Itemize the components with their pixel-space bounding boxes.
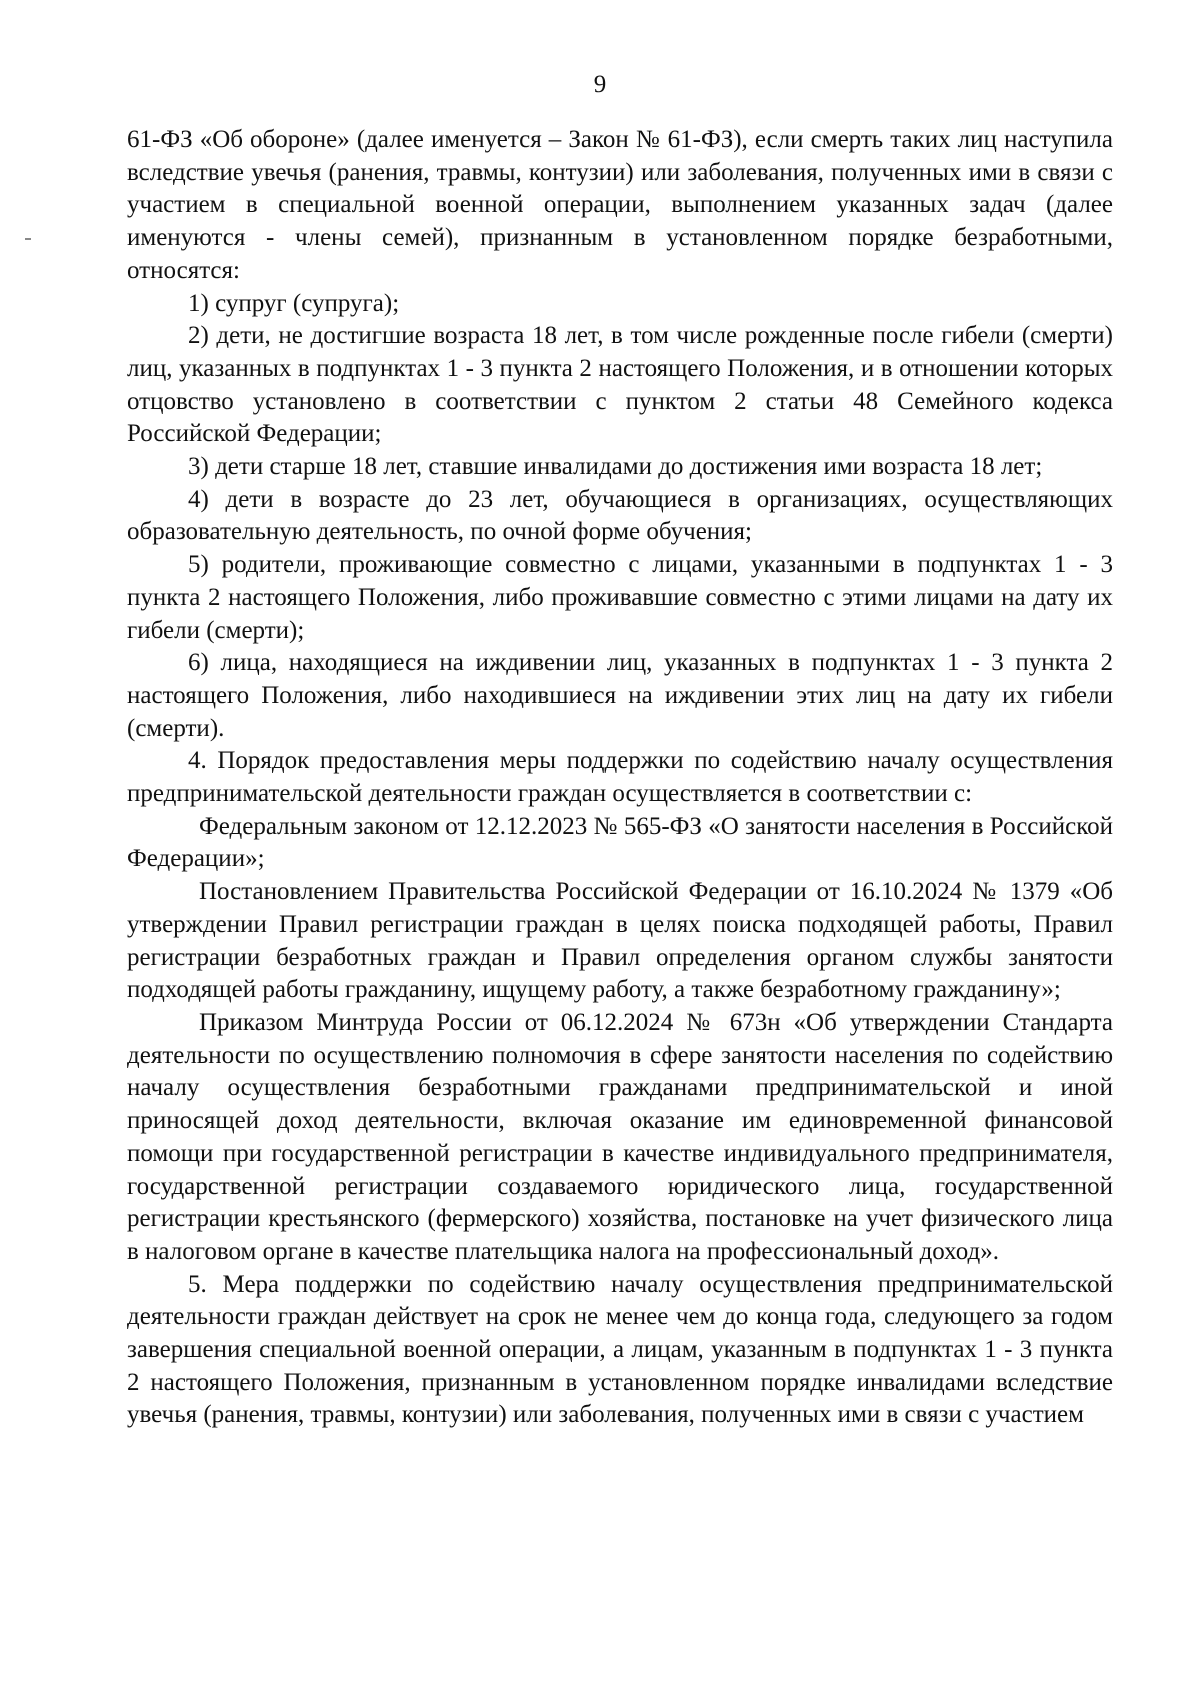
- section-4-paragraph: 4. Порядок предоставления меры поддержки по содействию началу осуществления предпринимательской деятельности граждан осуществляется в соответствии с:: [127, 747, 1113, 808]
- page-number: 9: [593, 71, 607, 98]
- section-5-paragraph: 5. Мера поддержки по содействию началу осуществления предпринимательской деятельности граждан действует на срок не менее чем до конца года, следующего за годом завершения специальной военной операции, а лицам, указанным в подпунктах 1 - 3 пункта 2 настоящего Положения, признанным в установленном порядке инвалидами вследствие увечья (ранения, травмы, контузии) или заболевания, полученных ими в связи с участием: [127, 1270, 1113, 1429]
- list-item-spouse: 1) супруг (супруга);: [188, 289, 400, 317]
- list-item-children-disabled: 3) дети старше 18 лет, ставшие инвалидами до достижения ими возраста 18 лет;: [188, 453, 1043, 481]
- law-reference-federal-law: Федеральным законом от 12.12.2023 № 565-ФЗ «О занятости населения в Российской Федерации»;: [127, 812, 1113, 873]
- list-item-dependents: 6) лица, находящиеся на иждивении лиц, указанных в подпунктах 1 - 3 пункта 2 настоящего Положения, либо находившиеся на иждивении этих лиц на дату их гибели (смерти).: [127, 649, 1113, 742]
- law-reference-government-resolution: Постановлением Правительства Российской Федерации от 16.10.2024 № 1379 «Об утверждении Правил регистрации граждан в целях поиска подходящей работы, Правил регистрации безработных граждан и Правил определения органом службы занятости подходящей работы гражданину, ищущему работу, а также безработному гражданину»;: [127, 878, 1113, 1004]
- list-item-children-students: 4) дети в возрасте до 23 лет, обучающиеся в организациях, осуществляющих образовательную деятельность, по очной форме обучения;: [127, 485, 1113, 546]
- list-item-parents: 5) родители, проживающие совместно с лицами, указанными в подпунктах 1 - 3 пункта 2 настоящего Положения, либо проживавшие совместно с этими лицами на дату их гибели (смерти);: [127, 551, 1113, 644]
- paragraph-continuation: 61-ФЗ «Об обороне» (далее именуется – Закон № 61-ФЗ), если смерть таких лиц наступила вследствие увечья (ранения, травмы, контузии) или заболевания, полученных ими в связи с участием в специальной военной операции, выполнением указанных задач (далее именуются - члены семей), признанным в установленном порядке безработными, относятся:: [127, 126, 1113, 284]
- law-reference-mintrud-order: Приказом Минтруда России от 06.12.2024 № 673н «Об утверждении Стандарта деятельности по осуществлению полномочия в сфере занятости населения по содействию началу осуществления безработными гражданами предпринимательской и иной приносящей доход деятельности, включая оказание им единовременной финансовой помощи при государственной регистрации в качестве индивидуального предпринимателя, государственной регистрации создаваемого юридического лица, государственной регистрации крестьянского (фермерского) хозяйства, постановке на учет физического лица в налоговом органе в качестве плательщика налога на профессиональный доход».: [127, 1008, 1113, 1265]
- scan-margin-mark: [25, 238, 31, 240]
- document-body: [127, 124, 1113, 1432]
- list-item-children-under-18: 2) дети, не достигшие возраста 18 лет, в том числе рожденные после гибели (смерти) лиц, указанных в подпунктах 1 - 3 пункта 2 настоящего Положения, и в отношении которых отцовство установлено в соответствии с пунктом 2 статьи 48 Семейного кодекса Российской Федерации;: [127, 322, 1113, 448]
